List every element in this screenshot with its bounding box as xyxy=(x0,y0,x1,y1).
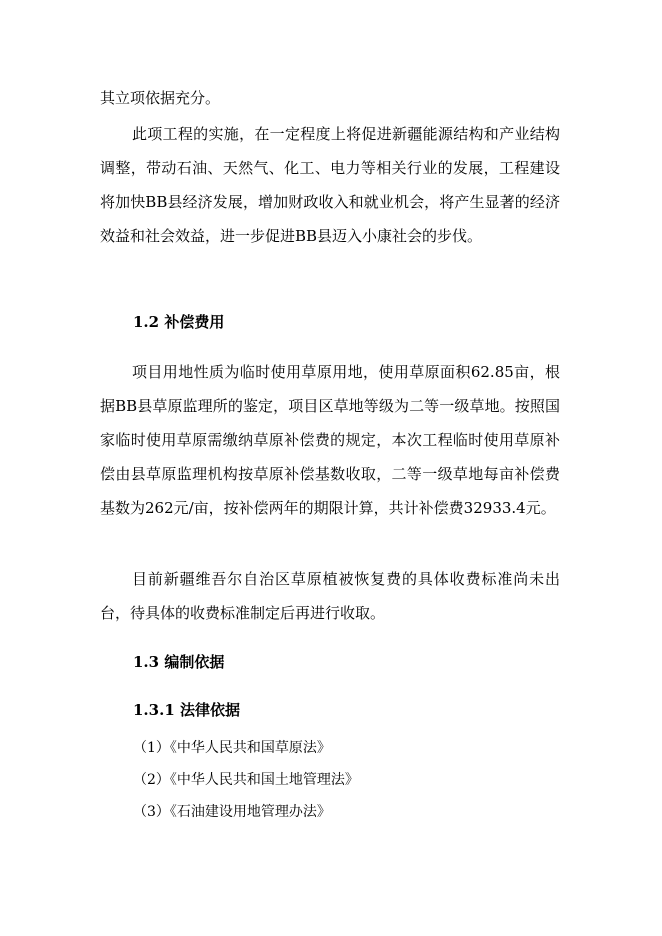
section-heading-compensation: 1.2 补偿费用 xyxy=(133,313,225,331)
law-list-item: （1）《中华人民共和国草原法》 xyxy=(133,740,331,756)
subsection-heading-legal-basis: 1.3.1 法律依据 xyxy=(133,701,240,719)
paragraph-restoration-fee: 目前新疆维吾尔自治区草原植被恢复费的具体收费标准尚未出台，待具体的收费标准制定后再进行收取。 xyxy=(100,570,560,622)
section-heading-basis: 1.3 编制依据 xyxy=(133,653,225,671)
paragraph-project-impact: 此项工程的实施，在一定程度上将促进新疆能源结构和产业结构调整，带动石油、天然气、化工、电力等相关行业的发展，工程建设将加快BB县经济发展，增加财政收入和就业机会，将产生显著的经济效益和社会效益，进一步促进BB县迈入小康社会的步伐。 xyxy=(100,125,560,245)
law-list-item: （2）《中华人民共和国土地管理法》 xyxy=(133,772,359,788)
paragraph-compensation-details: 项目用地性质为临时使用草原用地，使用草原面积62.85亩，根据BB县草原监理所的鉴定，项目区草地等级为二等一级草地。按照国家临时使用草原需缴纳草原补偿费的规定，本次工程临时使用草原补偿由县草原监理机构按草原补偿基数收取，二等一级草地每亩补偿费基数为262元/亩，按补偿两年的期限计算，共计补偿费32933.4元。 xyxy=(100,363,560,517)
law-list-item: （3）《石油建设用地管理办法》 xyxy=(133,804,331,820)
paragraph-continuation: 其立项依据充分。 xyxy=(100,89,221,107)
